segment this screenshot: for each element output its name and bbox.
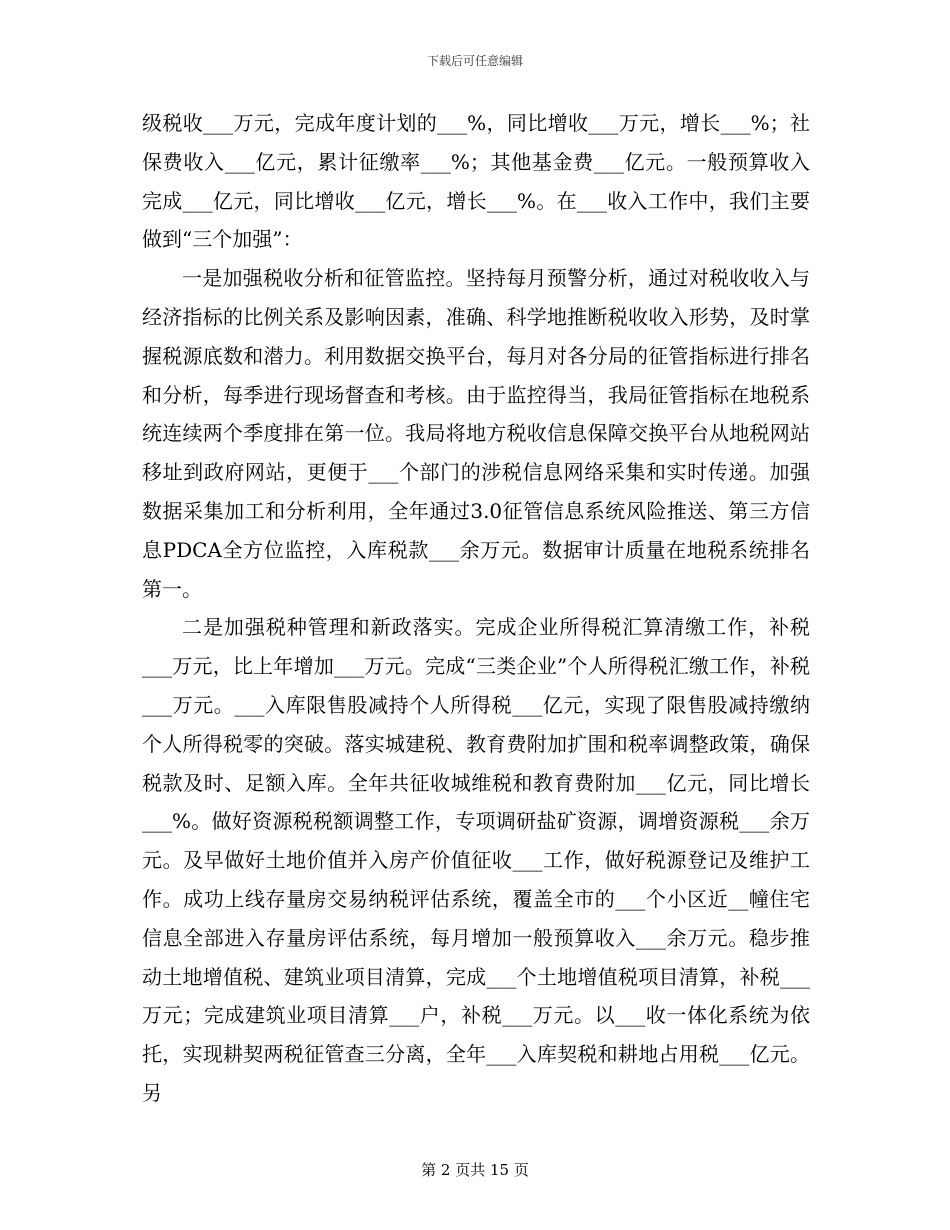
document-body <box>142 104 810 1113</box>
paragraph-continued: 级税收___万元，完成年度计划的___%，同比增收___万元，增长___%；社保费收入___亿元，累计征缴率___%；其他基金费___亿元。一般预算收入完成___亿元，同比增收___亿元，增长___%。在___收入工作中，我们主要做到“三个加强”： <box>142 111 810 252</box>
page-header: 下载后可任意编辑 <box>426 54 523 68</box>
paragraph-tax-management: 二是加强税种管理和新政落实。完成企业所得税汇算清缴工作，补税___万元，比上年增加___万元。完成“三类企业”个人所得税汇缴工作，补税___万元。___入库限售股减持个人所得税___亿元，实现了限售股减持缴纳个人所得税零的突破。落实城建税、教育费附加扩围和税率调整政策，确保税款及时、足额入库。全年共征收城维税和教育费附加___亿元，同比增长___%。做好资源税税额调整工作，专项调研盐矿资源，调增资源税___余万元。及早做好土地价值并入房产价值征收___工作，做好税源登记及维护工作。成功上线存量房交易纳税评估系统，覆盖全市的___个小区近__幢住宅信息全部进入存量房评估系统，每月增加一般预算收入___余万元。稳步推动土地增值税、建筑业项目清算，完成___个土地增值税项目清算，补税___万元；完成建筑业项目清算___户，补税___万元。以___收一体化系统为依托，实现耕契两税征管查三分离，全年___入库契税和耕地占用税___亿元。另 <box>142 615 810 1105</box>
page-footer: 第 2 页共 15 页 <box>421 1161 529 1179</box>
paragraph-tax-analysis: 一是加强税收分析和征管监控。坚持每月预警分析，通过对税收收入与经济指标的比例关系及影响因素，准确、科学地推断税收收入形势，及时掌握税源底数和潜力。利用数据交换平台，每月对各分局的征管指标进行排名和分析，每季进行现场督查和考核。由于监控得当，我局征管指标在地税系统连续两个季度排在第一位。我局将地方税收信息保障交换平台从地税网站移址到政府网站，更便于___个部门的涉税信息网络采集和实时传递。加强数据采集加工和分析利用，全年通过3.0征管信息系统风险推送、第三方信息PDCA全方位监控，入库税款___余万元。数据审计质量在地税系统排名第一。 <box>142 266 810 601</box>
